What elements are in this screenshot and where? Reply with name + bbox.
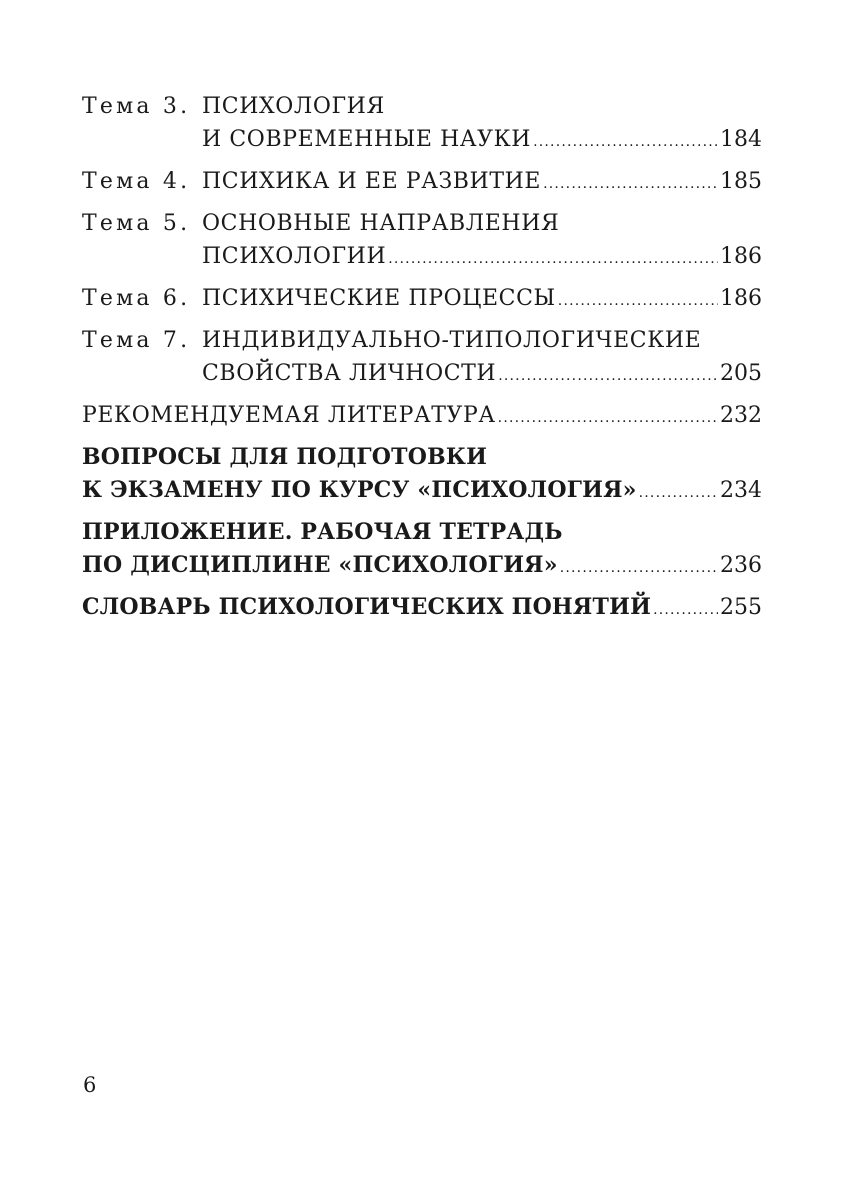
table-of-contents <box>82 90 762 633</box>
entry-title-line: ПСИХИКА И ЕЕ РАЗВИТИЕ <box>202 169 542 194</box>
topic-label: Тема 3. <box>82 94 191 119</box>
dot-leader <box>639 477 718 510</box>
entry-title-line: ПСИХИЧЕСКИЕ ПРОЦЕССЫ <box>202 286 556 311</box>
entry-title-line: ПСИХОЛОГИЯ <box>202 94 385 119</box>
toc-entry-appendix[interactable] <box>82 516 762 585</box>
toc-entry-topic-3[interactable] <box>82 90 762 159</box>
topic-label: Тема 4. <box>82 169 191 194</box>
toc-entry-topic-4[interactable] <box>82 165 762 201</box>
dot-leader <box>653 594 718 627</box>
topic-label: Тема 5. <box>82 211 191 236</box>
page-number: 6 <box>83 1073 97 1097</box>
page-ref: 234 <box>720 478 762 503</box>
entry-title-line: К ЭКЗАМЕНУ ПО КУРСУ «ПСИХОЛОГИЯ» <box>82 477 637 503</box>
toc-entry-topic-6[interactable] <box>82 282 762 318</box>
entry-title-line: СЛОВАРЬ ПСИХОЛОГИЧЕСКИХ ПОНЯТИЙ <box>82 594 652 620</box>
dot-leader <box>560 552 718 585</box>
entry-title-line: ОСНОВНЫЕ НАПРАВЛЕНИЯ <box>202 211 560 236</box>
page-ref: 232 <box>720 403 762 428</box>
page-ref: 184 <box>720 127 762 152</box>
topic-label: Тема 7. <box>82 328 191 353</box>
dot-leader <box>558 285 718 318</box>
entry-title-line: РЕКОМЕНДУЕМАЯ ЛИТЕРАТУРА <box>82 403 496 428</box>
toc-entry-topic-7[interactable] <box>82 324 762 393</box>
page-ref: 255 <box>720 595 762 620</box>
page-ref: 186 <box>720 286 762 311</box>
dot-leader <box>543 168 718 201</box>
dot-leader <box>388 243 718 276</box>
entry-title-line: ВОПРОСЫ ДЛЯ ПОДГОТОВКИ <box>82 444 488 470</box>
dot-leader <box>498 402 718 435</box>
entry-title-line: ПРИЛОЖЕНИЕ. РАБОЧАЯ ТЕТРАДЬ <box>82 519 563 545</box>
topic-label: Тема 6. <box>82 286 191 311</box>
entry-title-line: И СОВРЕМЕННЫЕ НАУКИ <box>202 127 532 152</box>
dot-leader <box>533 126 718 159</box>
entry-title-line: ПСИХОЛОГИИ <box>202 244 387 269</box>
page-ref: 185 <box>720 169 762 194</box>
toc-entry-topic-5[interactable] <box>82 207 762 276</box>
page-ref: 236 <box>720 553 762 578</box>
toc-entry-literature[interactable] <box>82 399 762 435</box>
entry-title-line: ИНДИВИДУАЛЬНО-ТИПОЛОГИЧЕСКИЕ <box>202 328 702 353</box>
entry-title-line: ПО ДИСЦИПЛИНЕ «ПСИХОЛОГИЯ» <box>82 552 558 578</box>
entry-title-line: СВОЙСТВА ЛИЧНОСТИ <box>202 361 497 386</box>
dot-leader <box>498 360 718 393</box>
toc-entry-glossary[interactable] <box>82 591 762 627</box>
page-ref: 205 <box>720 361 762 386</box>
toc-entry-exam-questions[interactable] <box>82 441 762 510</box>
page-ref: 186 <box>720 244 762 269</box>
